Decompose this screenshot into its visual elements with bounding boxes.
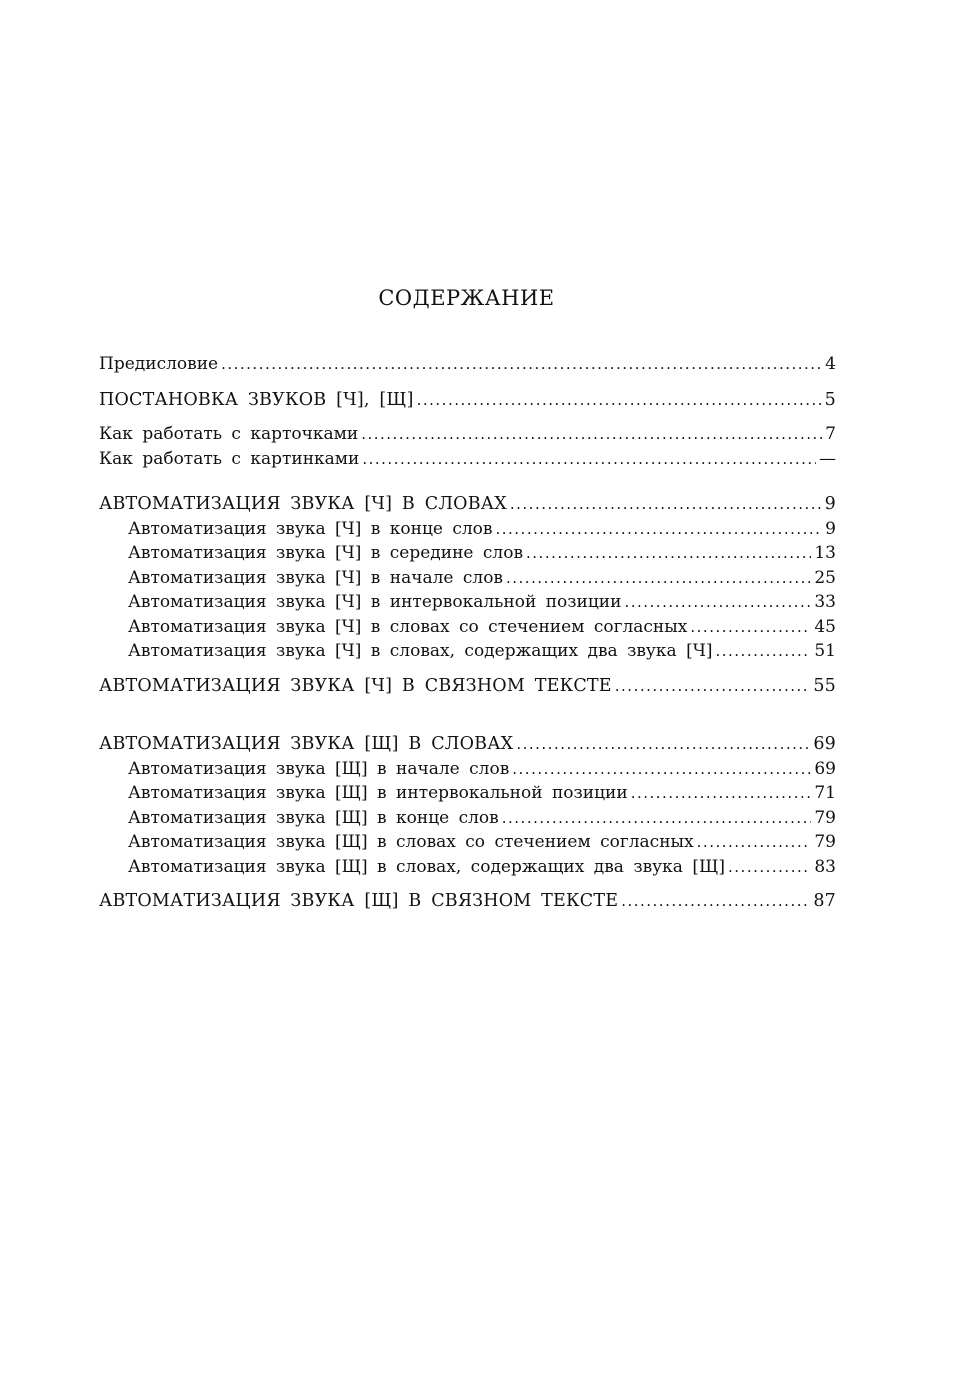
toc-entry-label: Автоматизация звука [Ч] в словах, содержащих два звука [Ч]	[128, 641, 713, 661]
toc-subentry[interactable]	[99, 781, 836, 806]
toc-page-number: 33	[814, 592, 836, 612]
dot-leader	[690, 615, 811, 640]
toc-entry-label: АВТОМАТИЗАЦИЯ ЗВУКА [Ч] В СЛОВАХ	[99, 494, 507, 514]
toc-page-number: 9	[825, 518, 836, 539]
toc-entry-label: Автоматизация звука [Ч] в начале слов	[128, 567, 503, 588]
dot-leader	[516, 732, 810, 757]
toc-entry-preface[interactable]	[99, 352, 836, 377]
dot-leader	[697, 830, 812, 855]
toc-subentry[interactable]	[99, 590, 836, 615]
toc-entry-label: Автоматизация звука [Ч] в словах со стечением согласных	[128, 616, 688, 637]
toc-entry-label: Предисловие	[99, 354, 219, 374]
toc-page-number: 79	[814, 807, 836, 828]
toc-subentry[interactable]	[99, 757, 836, 782]
toc-entry-label: АВТОМАТИЗАЦИЯ ЗВУКА [Ч] В СВЯЗНОМ ТЕКСТЕ	[99, 675, 612, 696]
toc-entry-label: АВТОМАТИЗАЦИЯ ЗВУКА [Щ] В СЛОВАХ	[99, 734, 514, 754]
toc-page-number: 55	[813, 675, 836, 696]
toc-subentry[interactable]	[99, 639, 836, 664]
toc-entry-label: АВТОМАТИЗАЦИЯ ЗВУКА [Щ] В СВЯЗНОМ ТЕКСТЕ	[99, 891, 619, 911]
toc-entry-section[interactable]	[99, 732, 836, 757]
dot-leader	[631, 781, 812, 806]
toc-entry-label: ПОСТАНОВКА ЗВУКОВ [Ч], [Щ]	[99, 389, 414, 410]
dot-leader	[417, 388, 822, 413]
toc-subentry[interactable]	[99, 517, 836, 542]
toc-page-number: 9	[824, 494, 836, 514]
dot-leader	[728, 855, 811, 880]
toc-entry[interactable]	[99, 447, 836, 472]
toc-entry-label: Как работать с карточками	[99, 424, 359, 444]
toc-page-number: 83	[814, 856, 836, 877]
toc-subentry[interactable]	[99, 806, 836, 831]
table-of-contents	[99, 352, 836, 914]
dot-leader	[362, 447, 816, 472]
toc-subentry[interactable]	[99, 830, 836, 855]
dot-leader	[495, 517, 822, 542]
toc-subentry[interactable]	[99, 855, 836, 880]
dot-leader	[624, 590, 811, 615]
dot-leader	[221, 352, 822, 377]
toc-page-number: 69	[814, 758, 836, 779]
toc-entry-label: Автоматизация звука [Ч] в интервокальной позиции	[128, 592, 622, 612]
toc-subentry[interactable]	[99, 541, 836, 566]
toc-page-number: 87	[813, 891, 836, 911]
dot-leader	[621, 889, 810, 914]
dot-leader	[510, 492, 822, 517]
dot-leader	[506, 566, 811, 591]
dot-leader	[361, 422, 822, 447]
toc-page-number: 69	[813, 734, 836, 754]
toc-page-number: 51	[814, 641, 836, 661]
toc-entry-section[interactable]	[99, 674, 836, 699]
toc-page-number: 7	[825, 424, 836, 444]
toc-page-number: —	[819, 448, 836, 469]
dot-leader	[615, 674, 811, 699]
toc-page-number: 71	[814, 783, 836, 803]
toc-title: СОДЕРЖАНИЕ	[378, 286, 555, 310]
toc-entry-label: Автоматизация звука [Щ] в начале слов	[128, 758, 510, 779]
toc-page-number: 13	[814, 543, 836, 563]
toc-entry-label: Как работать с картинками	[99, 448, 360, 469]
dot-leader	[502, 806, 812, 831]
dot-leader	[526, 541, 811, 566]
toc-page-number: 45	[814, 616, 836, 637]
toc-entry-label: Автоматизация звука [Щ] в конце слов	[128, 807, 499, 828]
toc-entry-section[interactable]	[99, 388, 836, 413]
toc-page-number: 79	[814, 832, 836, 852]
toc-entry-label: Автоматизация звука [Щ] в словах, содержащих два звука [Щ]	[128, 856, 726, 877]
dot-leader	[715, 639, 811, 664]
toc-subentry[interactable]	[99, 615, 836, 640]
toc-entry[interactable]	[99, 422, 836, 447]
toc-page-number: 5	[824, 389, 836, 410]
toc-entry-label: Автоматизация звука [Ч] в конце слов	[128, 518, 493, 539]
dot-leader	[512, 757, 811, 782]
toc-subentry[interactable]	[99, 566, 836, 591]
toc-page-number: 25	[814, 567, 836, 588]
toc-entry-label: Автоматизация звука [Щ] в словах со стечением согласных	[128, 832, 694, 852]
toc-entry-section[interactable]	[99, 889, 836, 914]
toc-page-number: 4	[825, 354, 836, 374]
toc-entry-section[interactable]	[99, 492, 836, 517]
toc-entry-label: Автоматизация звука [Щ] в интервокальной позиции	[128, 783, 628, 803]
toc-entry-label: Автоматизация звука [Ч] в середине слов	[128, 543, 524, 563]
